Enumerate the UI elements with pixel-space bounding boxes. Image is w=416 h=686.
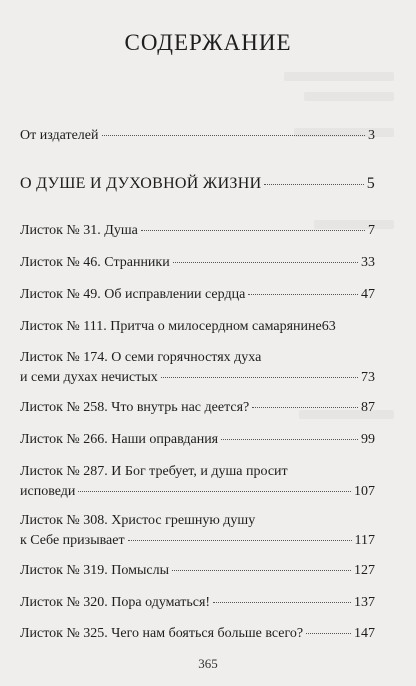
toc-entry-title: Листок № 320. Пора одуматься! (20, 595, 211, 610)
toc-entry-page: 99 (361, 432, 375, 447)
toc-entry-title: Листок № 325. Чего нам бояться больше всего? (20, 626, 304, 641)
toc-entry-title-line: Листок № 287. И Бог требует, и душа просит (20, 464, 288, 479)
toc-section-entry[interactable] (20, 174, 375, 194)
dot-leader (172, 570, 351, 571)
toc-entry-title: Листок № 49. Об исправлении сердца (20, 287, 246, 302)
toc-entry[interactable] (20, 317, 375, 337)
toc-entry-title: Листок № 46. Странники (20, 255, 170, 270)
toc-entry-page: 137 (354, 595, 375, 610)
toc-entry[interactable] (20, 348, 375, 388)
toc-entry-page: 87 (361, 400, 375, 415)
toc-entry[interactable] (20, 511, 375, 551)
toc-entry-title: Листок № 266. Наши оправдания (20, 432, 219, 447)
toc-section-title: О ДУШЕ И ДУХОВНОЙ ЖИЗНИ (20, 175, 262, 192)
toc-entry-page: 63 (321, 319, 336, 334)
dot-leader (221, 439, 358, 440)
toc-entry-title: Листок № 111. Притча о милосердном самарянине (20, 319, 322, 334)
toc-entry-title: Листок № 319. Помыслы (20, 563, 170, 578)
toc-entry[interactable] (20, 624, 375, 644)
dot-leader (128, 540, 352, 541)
toc-entry-title: и семи духах нечистых (20, 370, 158, 385)
dot-leader (161, 377, 358, 378)
toc-entry[interactable] (20, 430, 375, 450)
page-number: 365 (198, 656, 218, 671)
dot-leader (252, 407, 358, 408)
bleed-through-text (284, 72, 394, 81)
dot-leader (264, 184, 363, 185)
toc-entry-page: 5 (366, 175, 375, 192)
toc-entry[interactable] (20, 221, 375, 241)
toc-entry-page: 7 (368, 223, 375, 238)
toc-entry[interactable] (20, 253, 375, 273)
toc-entry-page: 33 (361, 255, 375, 270)
toc-entry[interactable] (20, 593, 375, 613)
toc-entry-title: Листок № 31. Душа (20, 223, 138, 238)
toc-entry[interactable] (20, 398, 375, 418)
toc-entry-page: 127 (354, 563, 375, 578)
dot-leader (248, 294, 358, 295)
toc-entry[interactable] (20, 285, 375, 305)
dot-leader (213, 602, 351, 603)
toc-entry[interactable] (20, 126, 375, 146)
dot-leader (102, 135, 366, 136)
toc-entry[interactable] (20, 462, 375, 502)
dot-leader (141, 230, 365, 231)
toc-entry-page: 117 (354, 533, 375, 548)
toc-entry-title: От издателей (20, 128, 99, 143)
toc-entry-title: Листок № 258. Что внутрь нас деется? (20, 400, 250, 415)
toc-entry-title-line: Листок № 308. Христос грешную душу (20, 513, 256, 528)
contents-heading: СОДЕРЖАНИЕ (124, 30, 292, 55)
toc-entry-page: 107 (354, 484, 375, 499)
toc-entry-title: исповеди (20, 484, 76, 499)
toc-entry-title: к Себе призывает (20, 533, 125, 548)
toc-entry-page: 3 (368, 128, 375, 143)
toc-entry-page: 147 (354, 626, 375, 641)
dot-leader (78, 491, 351, 492)
bleed-through-text (304, 92, 394, 101)
toc-entry-page: 47 (361, 287, 375, 302)
toc-entry-page: 73 (361, 370, 375, 385)
dot-leader (306, 633, 351, 634)
toc-entry-title-line: Листок № 174. О семи горячностях духа (20, 350, 262, 365)
dot-leader (173, 262, 358, 263)
toc-entry[interactable] (20, 561, 375, 581)
